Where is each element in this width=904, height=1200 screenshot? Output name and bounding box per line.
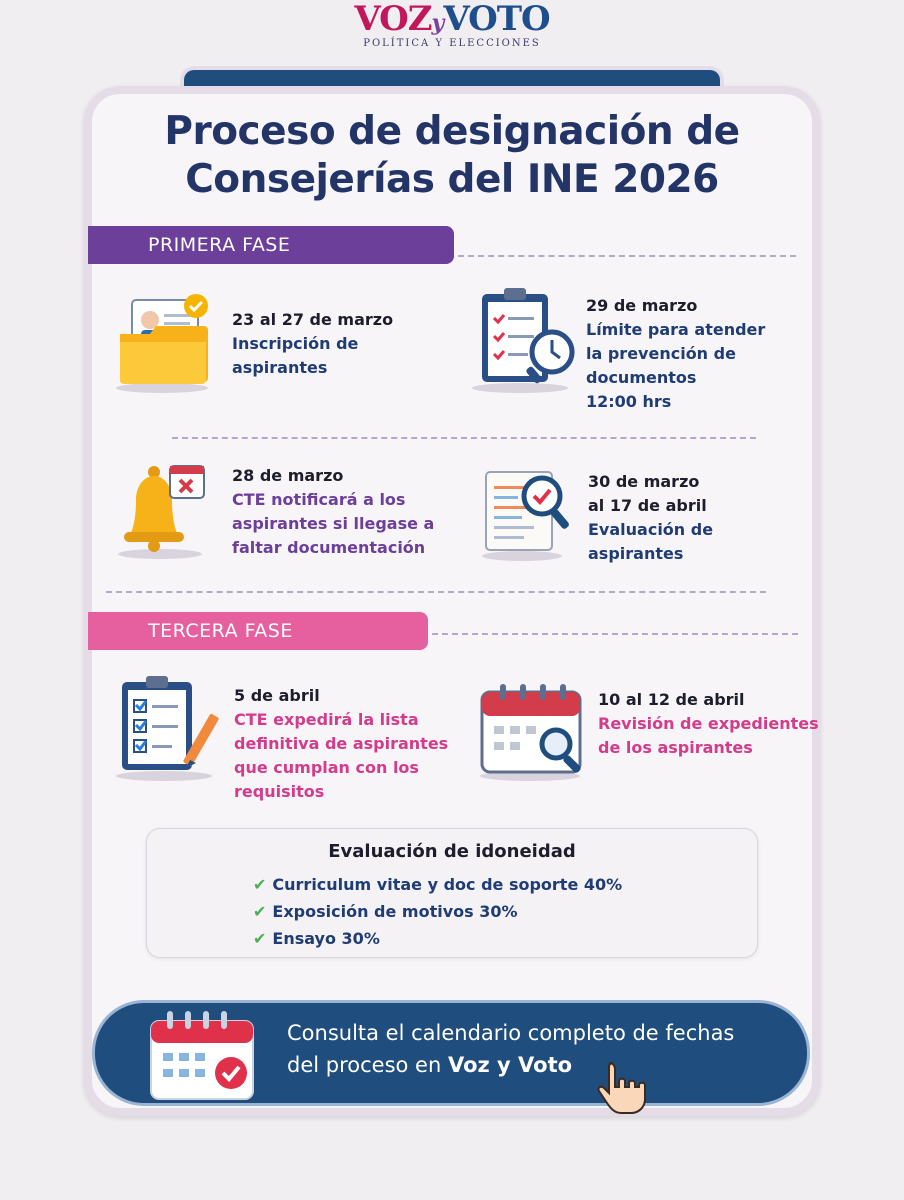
- item-date: 23 al 27 de marzo: [232, 310, 394, 329]
- calendar-cta-banner[interactable]: [92, 1000, 810, 1106]
- brand-logo: [0, 2, 904, 49]
- divider: [106, 591, 766, 593]
- list-item-label: Exposición de motivos 30%: [272, 902, 518, 921]
- title-line-1: Proceso de designación de: [164, 109, 740, 154]
- item-desc-line: CTE notificará a los: [232, 490, 406, 509]
- item-date: al 17 de abril: [588, 496, 707, 515]
- clipboard-clock-icon: [466, 284, 578, 394]
- item-desc-line: CTE expedirá la lista: [234, 710, 419, 729]
- cta-text: [287, 1017, 734, 1081]
- idoneidad-title: Evaluación de idoneidad: [328, 841, 576, 862]
- calendar-check-icon: [145, 1007, 265, 1103]
- item-date: 28 de marzo: [232, 466, 344, 485]
- brand-voto: VOTO: [443, 0, 550, 39]
- item-desc-line: Inscripción de: [232, 334, 359, 353]
- phase1-item-4: [588, 470, 713, 566]
- item-desc-line: 12:00 hrs: [586, 392, 672, 411]
- item-desc-line: de los aspirantes: [598, 738, 753, 757]
- checkmark-icon: ✔: [253, 902, 267, 921]
- bell-icon: [114, 460, 214, 560]
- phase-1-banner: PRIMERA FASE: [88, 226, 454, 264]
- item-desc-line: la prevención de: [586, 344, 736, 363]
- cta-line-2: [287, 1049, 734, 1081]
- page-title: [100, 108, 804, 204]
- divider: [172, 437, 756, 439]
- phase1-item-2: [586, 294, 765, 414]
- item-date: 29 de marzo: [586, 296, 698, 315]
- item-desc-line: Revisión de expedientes: [598, 714, 819, 733]
- phase-3-banner: TERCERA FASE: [88, 612, 428, 650]
- item-desc-line: faltar documentación: [232, 538, 426, 557]
- folder-icon: [110, 290, 214, 394]
- item-date: 10 al 12 de abril: [598, 690, 745, 709]
- brand-y: y: [431, 10, 444, 36]
- brand-subtitle: POLÍTICA Y ELECCIONES: [363, 38, 541, 49]
- item-desc-line: Evaluación de: [588, 520, 714, 539]
- item-desc-line: aspirantes si llegase a: [232, 514, 435, 533]
- calendar-magnifier-icon: [474, 682, 598, 782]
- cta-brand-link[interactable]: Voz y Voto: [447, 1053, 573, 1077]
- cta-line-2-prefix: del proceso en: [287, 1053, 442, 1077]
- phase1-item-1: [232, 308, 393, 380]
- idoneidad-box: [146, 828, 758, 958]
- item-desc-line: que cumplan con los: [234, 758, 419, 777]
- item-desc-line: documentos: [586, 368, 697, 387]
- idoneidad-list: [253, 871, 622, 952]
- item-desc-line: requisitos: [234, 782, 325, 801]
- checkmark-icon: ✔: [253, 875, 267, 894]
- checklist-icon: [110, 672, 224, 782]
- brand-voz: VOZ: [354, 0, 432, 39]
- cta-line-1: Consulta el calendario completo de fechas: [287, 1021, 735, 1045]
- item-desc-line: Límite para atender: [586, 320, 766, 339]
- document-magnifier-icon: [478, 466, 578, 562]
- list-item: [253, 871, 622, 898]
- list-item-label: Curriculum vitae y doc de soporte 40%: [272, 875, 623, 894]
- divider: [458, 255, 796, 257]
- checkmark-icon: ✔: [253, 929, 267, 948]
- list-item: [253, 925, 622, 952]
- list-item: [253, 898, 622, 925]
- phase3-item-2: [598, 688, 819, 760]
- item-date: 30 de marzo: [588, 472, 700, 491]
- phase3-item-1: [234, 684, 448, 804]
- list-item-label: Ensayo 30%: [272, 929, 380, 948]
- item-desc-line: aspirantes: [232, 358, 328, 377]
- divider: [432, 633, 798, 635]
- item-desc-line: aspirantes: [588, 544, 684, 563]
- item-desc-line: definitiva de aspirantes: [234, 734, 449, 753]
- title-line-2: Consejerías del INE 2026: [185, 157, 719, 202]
- item-date: 5 de abril: [234, 686, 320, 705]
- phase1-item-3: [232, 464, 434, 560]
- pointer-hand-icon: [595, 1059, 655, 1115]
